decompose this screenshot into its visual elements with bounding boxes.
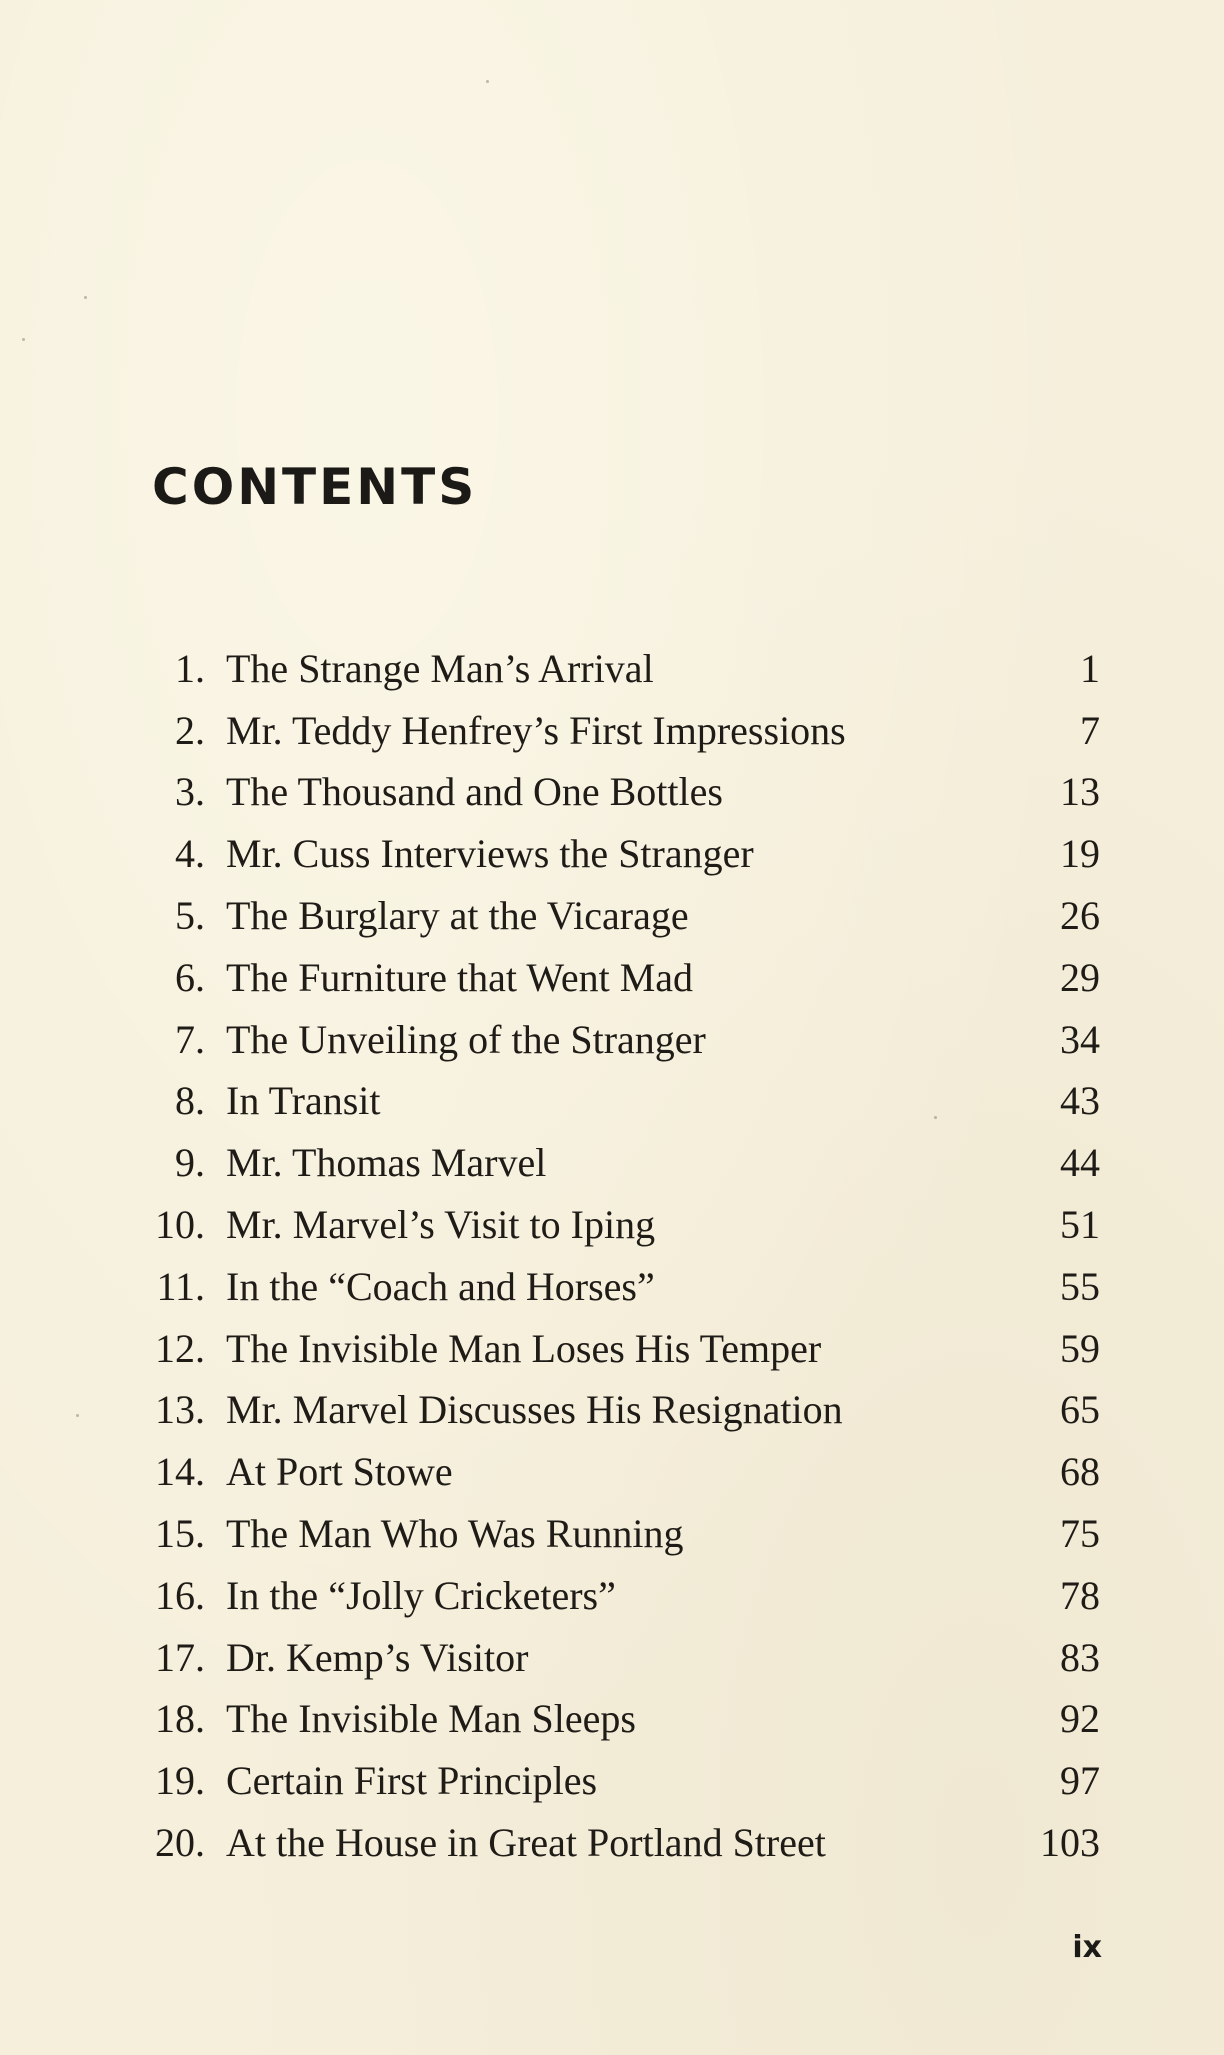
toc-entry[interactable] bbox=[140, 638, 1100, 700]
contents-heading: CONTENTS bbox=[152, 458, 478, 516]
chapter-title: The Furniture that Went Mad bbox=[226, 954, 694, 1000]
toc-entry[interactable] bbox=[140, 1750, 1100, 1812]
toc-entry[interactable] bbox=[140, 1812, 1100, 1874]
chapter-title: The Strange Man’s Arrival bbox=[226, 645, 654, 691]
chapter-number: 5. bbox=[175, 893, 205, 939]
page-number: 75 bbox=[1060, 1511, 1100, 1557]
chapter-number: 9. bbox=[175, 1140, 205, 1186]
chapter-number: 17. bbox=[155, 1634, 205, 1680]
chapter-title: Mr. Teddy Henfrey’s First Impressions bbox=[226, 707, 846, 753]
toc-entry[interactable] bbox=[140, 823, 1100, 885]
page-number: 51 bbox=[1060, 1202, 1100, 1248]
paper-speck bbox=[22, 338, 25, 341]
chapter-title: In Transit bbox=[226, 1078, 381, 1124]
chapter-number: 20. bbox=[155, 1820, 205, 1866]
page-number: 7 bbox=[1080, 707, 1100, 753]
page-number: 43 bbox=[1060, 1078, 1100, 1124]
toc-entry[interactable] bbox=[140, 1071, 1100, 1133]
toc-entry[interactable] bbox=[140, 885, 1100, 947]
chapter-title: Mr. Thomas Marvel bbox=[226, 1140, 547, 1186]
chapter-title: The Invisible Man Loses His Temper bbox=[226, 1325, 822, 1371]
chapter-title: At Port Stowe bbox=[226, 1449, 453, 1495]
toc-entry[interactable] bbox=[140, 1441, 1100, 1503]
chapter-title: The Unveiling of the Stranger bbox=[226, 1016, 706, 1062]
toc-entry[interactable] bbox=[140, 1380, 1100, 1442]
chapter-number: 15. bbox=[155, 1511, 205, 1557]
toc-entry[interactable] bbox=[140, 1318, 1100, 1380]
toc-entry[interactable] bbox=[140, 1627, 1100, 1689]
page-number: 92 bbox=[1060, 1696, 1100, 1742]
toc-entry[interactable] bbox=[140, 1503, 1100, 1565]
chapter-number: 8. bbox=[175, 1078, 205, 1124]
chapter-number: 11. bbox=[156, 1263, 205, 1309]
page-number: 34 bbox=[1060, 1016, 1100, 1062]
chapter-number: 18. bbox=[155, 1696, 205, 1742]
page-number: 26 bbox=[1060, 893, 1100, 939]
toc-entry[interactable] bbox=[140, 700, 1100, 762]
chapter-title: In the “Coach and Horses” bbox=[226, 1263, 655, 1309]
page-number: 59 bbox=[1060, 1325, 1100, 1371]
page-number: 68 bbox=[1060, 1449, 1100, 1495]
page-number: 55 bbox=[1060, 1263, 1100, 1309]
toc-entry[interactable] bbox=[140, 1689, 1100, 1751]
chapter-title: The Burglary at the Vicarage bbox=[226, 893, 689, 939]
chapter-title: The Thousand and One Bottles bbox=[226, 769, 723, 815]
page-number: 97 bbox=[1060, 1758, 1100, 1804]
page-number: 29 bbox=[1060, 954, 1100, 1000]
chapter-number: 10. bbox=[155, 1202, 205, 1248]
toc-entry[interactable] bbox=[140, 1132, 1100, 1194]
chapter-number: 7. bbox=[175, 1016, 205, 1062]
chapter-number: 19. bbox=[155, 1758, 205, 1804]
chapter-number: 13. bbox=[155, 1387, 205, 1433]
chapter-title: Dr. Kemp’s Visitor bbox=[226, 1634, 529, 1680]
page-number: 1 bbox=[1080, 645, 1100, 691]
toc-entry[interactable] bbox=[140, 1194, 1100, 1256]
chapter-title: The Invisible Man Sleeps bbox=[226, 1696, 636, 1742]
paper-speck bbox=[486, 80, 489, 83]
chapter-title: Mr. Marvel Discusses His Resignation bbox=[226, 1387, 843, 1433]
chapter-title: At the House in Great Portland Street bbox=[226, 1820, 826, 1866]
chapter-title: The Man Who Was Running bbox=[226, 1511, 684, 1557]
chapter-number: 12. bbox=[155, 1325, 205, 1371]
chapter-title: In the “Jolly Cricketers” bbox=[226, 1572, 616, 1618]
page-number: 78 bbox=[1060, 1572, 1100, 1618]
chapter-number: 3. bbox=[175, 769, 205, 815]
chapter-title: Mr. Marvel’s Visit to Iping bbox=[226, 1202, 656, 1248]
page-number: 19 bbox=[1060, 831, 1100, 877]
page-number: 83 bbox=[1060, 1634, 1100, 1680]
toc-entry[interactable] bbox=[140, 1565, 1100, 1627]
page-number: 44 bbox=[1060, 1140, 1100, 1186]
page-folio: ix bbox=[1072, 1930, 1102, 1965]
chapter-title: Mr. Cuss Interviews the Stranger bbox=[226, 831, 754, 877]
chapter-number: 14. bbox=[155, 1449, 205, 1495]
chapter-number: 4. bbox=[175, 831, 205, 877]
paper-speck bbox=[76, 1414, 79, 1417]
chapter-number: 16. bbox=[155, 1572, 205, 1618]
table-of-contents bbox=[140, 638, 1100, 1874]
page-number: 103 bbox=[1040, 1820, 1100, 1866]
chapter-title: Certain First Principles bbox=[226, 1758, 598, 1804]
toc-entry[interactable] bbox=[140, 1009, 1100, 1071]
page-number: 13 bbox=[1060, 769, 1100, 815]
toc-entry[interactable] bbox=[140, 762, 1100, 824]
page-number: 65 bbox=[1060, 1387, 1100, 1433]
chapter-number: 6. bbox=[175, 954, 205, 1000]
chapter-number: 2. bbox=[175, 707, 205, 753]
toc-entry[interactable] bbox=[140, 947, 1100, 1009]
toc-entry[interactable] bbox=[140, 1256, 1100, 1318]
paper-speck bbox=[84, 296, 87, 299]
chapter-number: 1. bbox=[175, 645, 205, 691]
